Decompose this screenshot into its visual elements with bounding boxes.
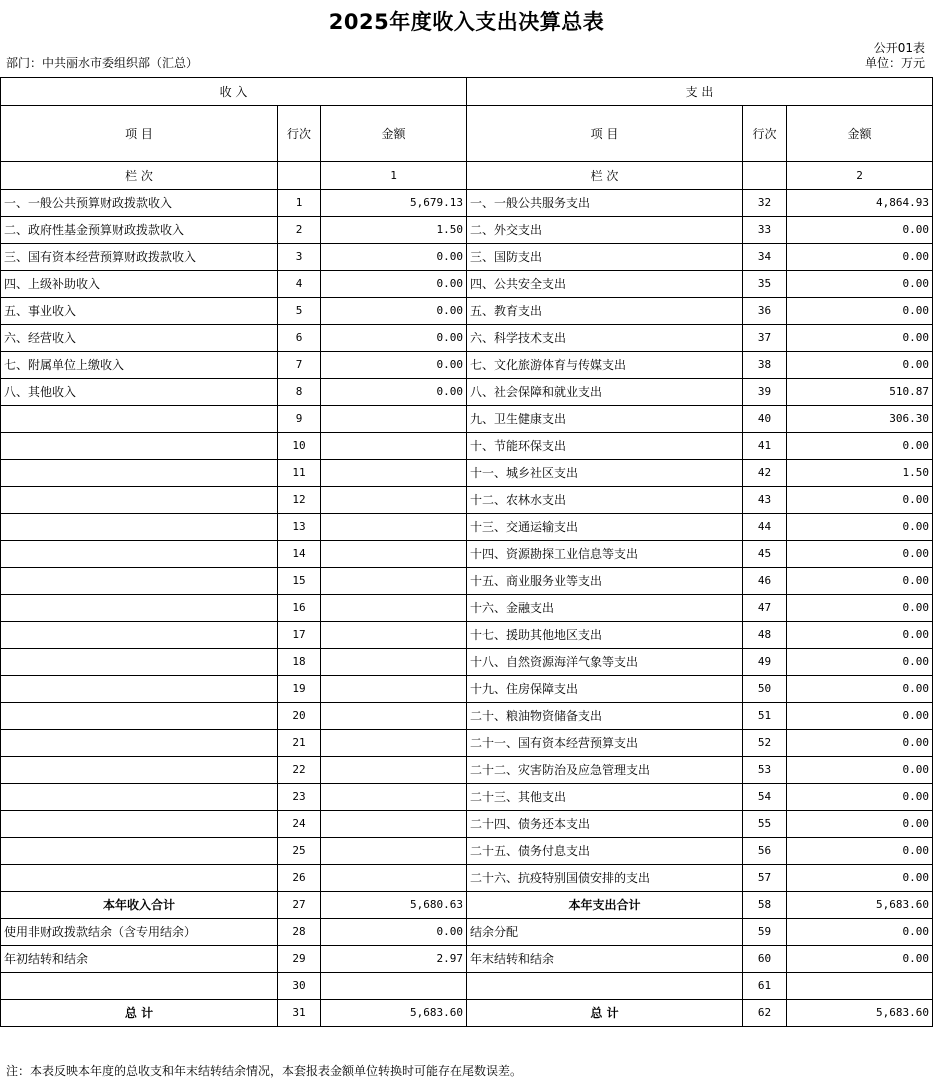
income-column-blank: [278, 162, 321, 190]
expense-item-cell: 二、外交支出: [467, 217, 743, 244]
income-amount-cell: [321, 433, 467, 460]
table-row: [1, 352, 933, 379]
income-item-cell: [1, 514, 278, 541]
income-amount-header: 金额: [321, 106, 467, 162]
income-item-cell: 二、政府性基金预算财政拨款收入: [1, 217, 278, 244]
income-item-cell: 五、事业收入: [1, 298, 278, 325]
expense-item-cell: 五、教育支出: [467, 298, 743, 325]
table-row: [1, 487, 933, 514]
expense-amount-header: 金额: [787, 106, 933, 162]
table-row: [1, 271, 933, 298]
expense-amount-cell: 306.30: [787, 406, 933, 433]
income-amount-cell: [321, 622, 467, 649]
expense-amount-cell: 0.00: [787, 514, 933, 541]
income-row-no-cell: 26: [278, 865, 321, 892]
income-amount-cell: [321, 460, 467, 487]
table-row: [1, 1000, 933, 1027]
expense-amount-cell: 4,864.93: [787, 190, 933, 217]
income-item-cell: [1, 838, 278, 865]
expense-amount-cell: 0.00: [787, 757, 933, 784]
expense-item-cell: 二十二、灾害防治及应急管理支出: [467, 757, 743, 784]
expense-amount-cell: 0.00: [787, 649, 933, 676]
table-row: [1, 217, 933, 244]
expense-row-no-cell: 42: [743, 460, 787, 487]
income-row-no-cell: 1: [278, 190, 321, 217]
expense-amount-cell: 0.00: [787, 217, 933, 244]
income-amount-cell: [321, 784, 467, 811]
table-row: [1, 919, 933, 946]
expense-row-no-cell: 52: [743, 730, 787, 757]
expense-row-no-cell: 59: [743, 919, 787, 946]
expense-amount-cell: 0.00: [787, 865, 933, 892]
table-row: [1, 568, 933, 595]
expense-item-cell: 结余分配: [467, 919, 743, 946]
income-amount-cell: 1.50: [321, 217, 467, 244]
expense-row-no-cell: 41: [743, 433, 787, 460]
income-row-no-cell: 23: [278, 784, 321, 811]
department-label: 部门：中共丽水市委组织部（汇总）: [6, 56, 199, 70]
expense-row-no-cell: 39: [743, 379, 787, 406]
expense-item-cell: 年末结转和结余: [467, 946, 743, 973]
income-amount-cell: 0.00: [321, 325, 467, 352]
income-amount-cell: 0.00: [321, 919, 467, 946]
income-row-no-header: 行次: [278, 106, 321, 162]
table-row: [1, 433, 933, 460]
income-row-no-cell: 8: [278, 379, 321, 406]
income-row-no-cell: 30: [278, 973, 321, 1000]
income-amount-cell: 0.00: [321, 271, 467, 298]
expense-item-cell: 十六、金融支出: [467, 595, 743, 622]
table-row: [1, 703, 933, 730]
income-expense-table: [0, 77, 933, 1027]
income-item-cell: [1, 487, 278, 514]
income-item-cell: [1, 973, 278, 1000]
income-item-cell: [1, 784, 278, 811]
expense-item-cell: 八、社会保障和就业支出: [467, 379, 743, 406]
table-row: [1, 514, 933, 541]
income-item-cell: [1, 811, 278, 838]
expense-row-no-cell: 54: [743, 784, 787, 811]
expense-item-cell: 二十一、国有资本经营预算支出: [467, 730, 743, 757]
income-item-header: 项 目: [1, 106, 278, 162]
income-amount-cell: 0.00: [321, 379, 467, 406]
expense-row-no-cell: 57: [743, 865, 787, 892]
expense-amount-cell: 0.00: [787, 919, 933, 946]
income-amount-cell: [321, 676, 467, 703]
table-row: [1, 379, 933, 406]
expense-row-no-cell: 60: [743, 946, 787, 973]
expense-item-cell: 六、科学技术支出: [467, 325, 743, 352]
expense-item-cell: 二十六、抗疫特别国债安排的支出: [467, 865, 743, 892]
table-row: [1, 298, 933, 325]
income-column-label: 栏 次: [1, 162, 278, 190]
table-row: [1, 946, 933, 973]
income-row-no-cell: 2: [278, 217, 321, 244]
expense-amount-cell: 0.00: [787, 622, 933, 649]
income-item-cell: [1, 568, 278, 595]
expense-amount-cell: 0.00: [787, 298, 933, 325]
expense-amount-cell: 0.00: [787, 487, 933, 514]
income-item-cell: [1, 622, 278, 649]
income-row-no-cell: 6: [278, 325, 321, 352]
expense-item-cell: 十、节能环保支出: [467, 433, 743, 460]
expense-amount-cell: 0.00: [787, 352, 933, 379]
income-item-cell: 一、一般公共预算财政拨款收入: [1, 190, 278, 217]
income-row-no-cell: 19: [278, 676, 321, 703]
table-row: [1, 190, 933, 217]
table-row: [1, 244, 933, 271]
income-header: 收 入: [1, 78, 467, 106]
income-row-no-cell: 5: [278, 298, 321, 325]
income-item-cell: [1, 730, 278, 757]
expense-amount-cell: 0.00: [787, 433, 933, 460]
table-row: [1, 325, 933, 352]
expense-item-cell: 十三、交通运输支出: [467, 514, 743, 541]
income-row-no-cell: 24: [278, 811, 321, 838]
expense-item-cell: 七、文化旅游体育与传媒支出: [467, 352, 743, 379]
expense-item-cell: 九、卫生健康支出: [467, 406, 743, 433]
expense-amount-cell: 5,683.60: [787, 1000, 933, 1027]
income-row-no-cell: 4: [278, 271, 321, 298]
income-item-cell: [1, 757, 278, 784]
income-amount-cell: [321, 568, 467, 595]
table-row: [1, 784, 933, 811]
expense-item-cell: 十九、住房保障支出: [467, 676, 743, 703]
income-amount-cell: [321, 487, 467, 514]
expense-row-no-cell: 47: [743, 595, 787, 622]
income-amount-cell: [321, 703, 467, 730]
expense-item-cell: 二十三、其他支出: [467, 784, 743, 811]
income-item-cell: [1, 649, 278, 676]
income-row-no-cell: 22: [278, 757, 321, 784]
income-amount-cell: [321, 838, 467, 865]
expense-row-no-cell: 38: [743, 352, 787, 379]
income-amount-cell: 0.00: [321, 244, 467, 271]
income-amount-cell: 2.97: [321, 946, 467, 973]
income-row-no-cell: 31: [278, 1000, 321, 1027]
expense-row-no-cell: 61: [743, 973, 787, 1000]
expense-column-blank: [743, 162, 787, 190]
expense-column-number: 2: [787, 162, 933, 190]
income-item-cell: 四、上级补助收入: [1, 271, 278, 298]
expense-column-label: 栏 次: [467, 162, 743, 190]
expense-row-no-cell: 33: [743, 217, 787, 244]
expense-amount-cell: 0.00: [787, 811, 933, 838]
income-amount-cell: [321, 757, 467, 784]
income-row-no-cell: 12: [278, 487, 321, 514]
income-amount-cell: [321, 649, 467, 676]
expense-item-cell: 十八、自然资源海洋气象等支出: [467, 649, 743, 676]
expense-item-cell: 十七、援助其他地区支出: [467, 622, 743, 649]
expense-row-no-cell: 34: [743, 244, 787, 271]
expense-amount-cell: 0.00: [787, 703, 933, 730]
table-row: [1, 676, 933, 703]
income-item-cell: [1, 541, 278, 568]
expense-item-cell: 四、公共安全支出: [467, 271, 743, 298]
table-row: [1, 757, 933, 784]
income-row-no-cell: 17: [278, 622, 321, 649]
expense-amount-cell: 0.00: [787, 244, 933, 271]
income-row-no-cell: 3: [278, 244, 321, 271]
table-row: [1, 730, 933, 757]
form-number: 公开01表: [873, 41, 925, 55]
expense-row-no-cell: 32: [743, 190, 787, 217]
income-row-no-cell: 14: [278, 541, 321, 568]
expense-amount-cell: 5,683.60: [787, 892, 933, 919]
income-row-no-cell: 11: [278, 460, 321, 487]
income-amount-cell: [321, 973, 467, 1000]
income-row-no-cell: 13: [278, 514, 321, 541]
table-row: [1, 892, 933, 919]
table-row: [1, 649, 933, 676]
income-item-cell: 总 计: [1, 1000, 278, 1027]
expense-row-no-cell: 55: [743, 811, 787, 838]
income-row-no-cell: 21: [278, 730, 321, 757]
income-amount-cell: 0.00: [321, 352, 467, 379]
table-row: [1, 460, 933, 487]
expense-row-no-cell: 58: [743, 892, 787, 919]
expense-row-no-cell: 46: [743, 568, 787, 595]
income-row-no-cell: 29: [278, 946, 321, 973]
table-row: [1, 406, 933, 433]
income-item-cell: [1, 433, 278, 460]
expense-row-no-cell: 40: [743, 406, 787, 433]
expense-row-no-cell: 50: [743, 676, 787, 703]
income-amount-cell: [321, 811, 467, 838]
report-title: 2025年度收入支出决算总表: [328, 10, 605, 34]
income-item-cell: 年初结转和结余: [1, 946, 278, 973]
income-item-cell: 八、其他收入: [1, 379, 278, 406]
expense-amount-cell: 510.87: [787, 379, 933, 406]
expense-row-no-cell: 37: [743, 325, 787, 352]
income-row-no-cell: 7: [278, 352, 321, 379]
expense-header: 支 出: [467, 78, 933, 106]
income-item-cell: [1, 595, 278, 622]
expense-row-no-cell: 56: [743, 838, 787, 865]
expense-amount-cell: 0.00: [787, 568, 933, 595]
expense-item-cell: 本年支出合计: [467, 892, 743, 919]
expense-row-no-cell: 53: [743, 757, 787, 784]
expense-row-no-cell: 51: [743, 703, 787, 730]
table-row: [1, 838, 933, 865]
income-item-cell: [1, 703, 278, 730]
expense-item-cell: 十一、城乡社区支出: [467, 460, 743, 487]
income-item-cell: 三、国有资本经营预算财政拨款收入: [1, 244, 278, 271]
table-row: [1, 595, 933, 622]
income-amount-cell: [321, 514, 467, 541]
income-row-no-cell: 9: [278, 406, 321, 433]
income-item-cell: [1, 460, 278, 487]
expense-item-cell: 三、国防支出: [467, 244, 743, 271]
expense-item-cell: 十五、商业服务业等支出: [467, 568, 743, 595]
income-row-no-cell: 18: [278, 649, 321, 676]
income-row-no-cell: 15: [278, 568, 321, 595]
expense-amount-cell: 0.00: [787, 325, 933, 352]
income-row-no-cell: 16: [278, 595, 321, 622]
expense-item-cell: 十二、农林水支出: [467, 487, 743, 514]
expense-row-no-cell: 45: [743, 541, 787, 568]
expense-amount-cell: 0.00: [787, 271, 933, 298]
expense-row-no-cell: 62: [743, 1000, 787, 1027]
table-row: [1, 622, 933, 649]
expense-row-no-cell: 44: [743, 514, 787, 541]
income-amount-cell: 0.00: [321, 298, 467, 325]
unit-label: 单位：万元: [864, 56, 925, 70]
expense-item-cell: 二十四、债务还本支出: [467, 811, 743, 838]
income-item-cell: 本年收入合计: [1, 892, 278, 919]
income-item-cell: [1, 406, 278, 433]
income-amount-cell: 5,683.60: [321, 1000, 467, 1027]
expense-amount-cell: 0.00: [787, 730, 933, 757]
income-item-cell: 七、附属单位上缴收入: [1, 352, 278, 379]
expense-row-no-cell: 49: [743, 649, 787, 676]
table-row: [1, 811, 933, 838]
expense-item-header: 项 目: [467, 106, 743, 162]
expense-row-no-cell: 43: [743, 487, 787, 514]
expense-item-cell: 一、一般公共服务支出: [467, 190, 743, 217]
expense-amount-cell: 1.50: [787, 460, 933, 487]
expense-row-no-cell: 48: [743, 622, 787, 649]
expense-item-cell: 十四、资源勘探工业信息等支出: [467, 541, 743, 568]
income-item-cell: [1, 676, 278, 703]
income-item-cell: [1, 865, 278, 892]
income-row-no-cell: 28: [278, 919, 321, 946]
income-item-cell: 使用非财政拨款结余（含专用结余）: [1, 919, 278, 946]
income-amount-cell: 5,680.63: [321, 892, 467, 919]
expense-amount-cell: [787, 973, 933, 1000]
expense-row-no-header: 行次: [743, 106, 787, 162]
footnote: 注：本表反映本年度的总收支和年末结转结余情况，本套报表金额单位转换时可能存在尾数误差。: [6, 1064, 523, 1078]
expense-amount-cell: 0.00: [787, 595, 933, 622]
expense-item-cell: 二十五、债务付息支出: [467, 838, 743, 865]
expense-amount-cell: 0.00: [787, 946, 933, 973]
income-amount-cell: [321, 595, 467, 622]
income-column-number: 1: [321, 162, 467, 190]
table-row: [1, 865, 933, 892]
expense-amount-cell: 0.00: [787, 676, 933, 703]
expense-row-no-cell: 36: [743, 298, 787, 325]
table-row: [1, 973, 933, 1000]
expense-amount-cell: 0.00: [787, 541, 933, 568]
income-row-no-cell: 25: [278, 838, 321, 865]
income-row-no-cell: 20: [278, 703, 321, 730]
income-amount-cell: [321, 541, 467, 568]
expense-item-cell: 二十、粮油物资储备支出: [467, 703, 743, 730]
income-amount-cell: [321, 406, 467, 433]
income-item-cell: 六、经营收入: [1, 325, 278, 352]
expense-item-cell: 总 计: [467, 1000, 743, 1027]
income-row-no-cell: 10: [278, 433, 321, 460]
income-amount-cell: 5,679.13: [321, 190, 467, 217]
expense-row-no-cell: 35: [743, 271, 787, 298]
expense-amount-cell: 0.00: [787, 784, 933, 811]
income-row-no-cell: 27: [278, 892, 321, 919]
expense-amount-cell: 0.00: [787, 838, 933, 865]
table-row: [1, 541, 933, 568]
expense-item-cell: [467, 973, 743, 1000]
income-amount-cell: [321, 865, 467, 892]
income-amount-cell: [321, 730, 467, 757]
